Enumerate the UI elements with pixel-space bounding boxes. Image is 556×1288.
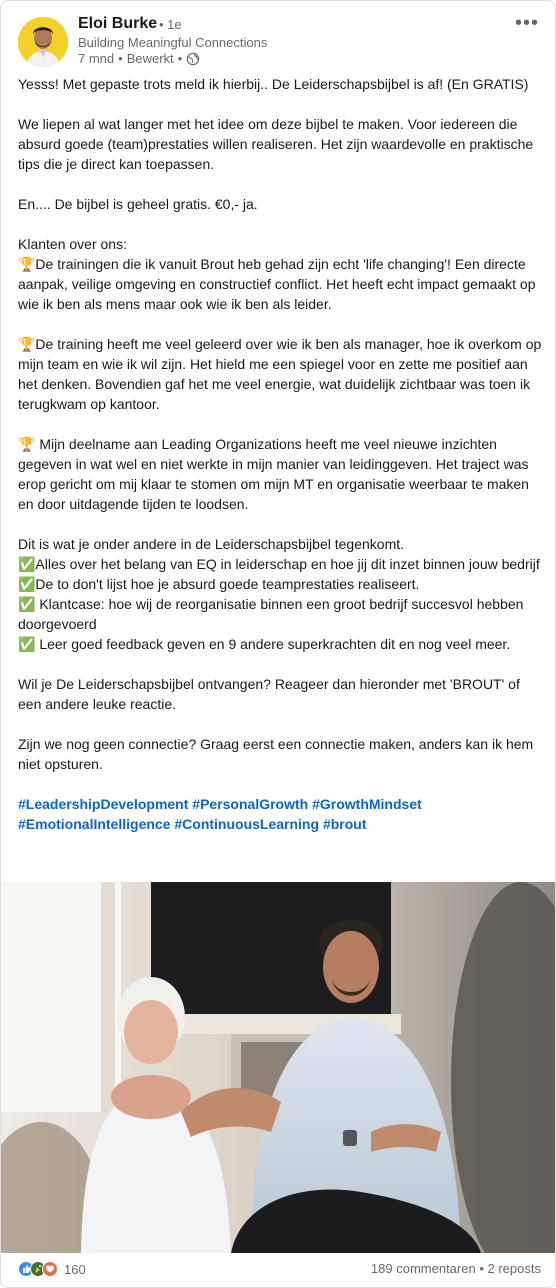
post-photo xyxy=(1,882,556,1253)
hashtag-link[interactable]: #EmotionalIntelligence xyxy=(18,816,171,832)
checklist-item: ✅De to don't lijst hoe je absurd goede teamprestaties realiseert. xyxy=(18,576,420,592)
post-more-button[interactable] xyxy=(513,11,541,35)
reposts-count-link[interactable]: 2 reposts xyxy=(487,1261,541,1276)
checklist-item: ✅Alles over het belang van EQ in leiderschap en hoe jij dit inzet binnen jouw bedrijf xyxy=(18,556,540,572)
edited-label: Bewerkt xyxy=(126,51,174,66)
globe-icon xyxy=(186,52,200,66)
comments-count-link[interactable]: 189 commentaren xyxy=(370,1261,476,1276)
body-paragraph: Yesss! Met gepaste trots meld ik hierbij.. De Leiderschapsbijbel is af! (En GRATIS) xyxy=(18,76,529,92)
post-body xyxy=(18,74,544,834)
hashtag-link[interactable]: #LeadershipDevelopment xyxy=(18,796,189,812)
body-paragraph: Zijn we nog geen connectie? Graag eerst een connectie maken, anders kan ik hem niet opsturen. xyxy=(18,736,534,772)
connection-degree: • 1e xyxy=(159,17,182,32)
checklist-item: ✅ Klantcase: hoe wij de reorganisatie binnen een groot bedrijf succesvol hebben doorgevoerd xyxy=(18,596,524,632)
avatar-portrait xyxy=(18,17,68,67)
hashtag-link[interactable]: #PersonalGrowth xyxy=(192,796,309,812)
meta-separator: • xyxy=(118,51,123,66)
author-avatar[interactable] xyxy=(18,17,68,67)
social-counts-bar xyxy=(1,1253,556,1288)
post-header xyxy=(1,1,556,71)
meta-separator: • xyxy=(177,51,183,66)
body-paragraph: Wil je De Leiderschapsbijbel ontvangen? Reageer dan hieronder met 'BROUT' of een andere leuke reactie. xyxy=(18,676,520,712)
post-image[interactable] xyxy=(1,882,556,1253)
author-name[interactable]: Eloi Burke xyxy=(78,15,158,32)
body-paragraph: Klanten over ons: xyxy=(18,236,127,252)
engagement-stats xyxy=(371,1261,541,1276)
testimonial: 🏆De trainingen die ik vanuit Brout heb gehad zijn echt 'life changing'! Een directe aanpak, veilige omgeving en constructief conflict. Het heeft echt impact gemaakt op wie ik ben als mens maar ook wie ik ben als leider. xyxy=(18,256,536,312)
hashtag-list xyxy=(18,794,544,834)
author-headline: Building Meaningful Connections xyxy=(78,35,268,50)
body-paragraph: Dit is wat je onder andere in de Leiderschapsbijbel tegenkomt. xyxy=(18,536,405,552)
checklist-item: ✅ Leer goed feedback geven en 9 andere superkrachten dit en nog veel meer. xyxy=(18,636,511,652)
testimonial: 🏆De training heeft me veel geleerd over wie ik ben als manager, hoe ik overkom op mijn team en wie ik wil zijn. Het hield me een spiegel voor en zette me positief aan het denken. Bovendien gaf het me veel energie, wat duidelijk zichtbaar was toen ik terugkwam op kantoor. xyxy=(18,336,542,412)
hashtag-link[interactable]: #ContinuousLearning xyxy=(174,816,320,832)
body-paragraph: We liepen al wat langer met het idee om deze bijbel te maken. Voor iedereen die absurd goede (team)prestaties willen realiseren. Het zijn waardevolle en praktische tips die je direct kan toepassen. xyxy=(18,116,534,172)
reactions-summary[interactable] xyxy=(18,1261,86,1277)
post-time: 7 mnd xyxy=(78,51,115,66)
post-meta xyxy=(78,51,200,67)
body-paragraph: En.... De bijbel is geheel gratis. €0,- ja. xyxy=(18,196,258,212)
testimonial: 🏆 Mijn deelname aan Leading Organizations heeft me veel nieuwe inzichten gegeven in wat wel en niet werkte in mijn manier van leidinggeven. Het traject was erop gericht om mij klaar te stomen om mijn MT en organisatie weerbaar te maken en door uitdagende tijden te loodsen. xyxy=(18,436,529,512)
ellipsis-icon: ••• xyxy=(514,11,539,34)
love-icon xyxy=(42,1261,58,1277)
hashtag-link[interactable]: #GrowthMindset xyxy=(312,796,422,812)
hashtag-link[interactable]: #brout xyxy=(322,816,367,832)
reaction-count: 160 xyxy=(64,1261,86,1277)
stats-separator: • xyxy=(479,1261,484,1276)
